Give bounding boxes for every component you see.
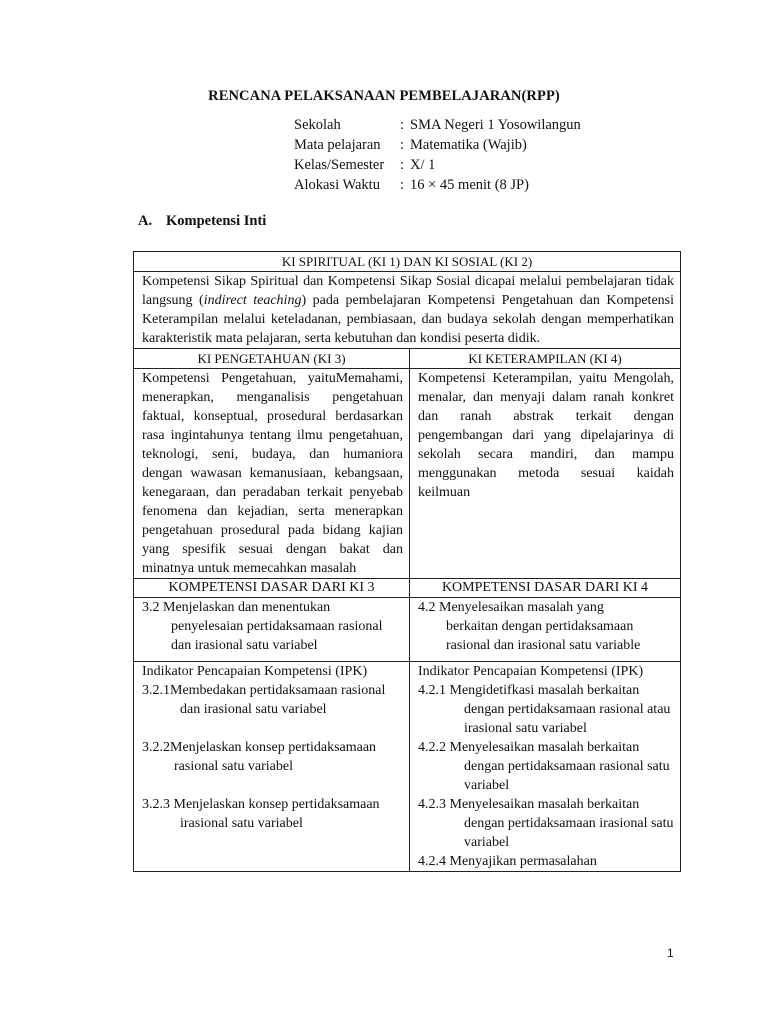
kd3-header: KOMPETENSI DASAR DARI KI 3	[134, 579, 410, 598]
kd4-line: berkaitan dengan pertidaksamaan	[446, 619, 634, 634]
kompetensi-inti-table	[133, 251, 681, 872]
meta-row-time: Alokasi Waktu : 16 × 45 menit (8 JP)	[294, 177, 529, 193]
ki3-header: KI PENGETAHUAN (KI 3)	[134, 349, 410, 369]
section-heading	[138, 213, 266, 230]
meta-row-subject: Mata pelajaran : Matematika (Wajib)	[294, 137, 527, 153]
kd4-line: rasional dan irasional satu variable	[446, 638, 641, 653]
ki3-text: Kompetensi Pengetahuan, yaituMemahami, menerapkan, menganalisis pengetahuan faktual, konseptual, prosedural berdasarkan rasa ingintahunya tentang ilmu pengetahuan, teknologi, seni, budaya, dan humaniora dengan wawasan kemanusiaan, kebangsaan, kenegaraan, dan peradaban terkait penyebab fenomena dan kejadian, serta menerapkan pengetahuan prosedural pada bidang kajian yang spesifik sesuai dengan bakat dan minatnya untuk memecahkan masalah	[134, 369, 410, 579]
meta-label: Mata pelajaran	[294, 137, 381, 153]
kd4-content	[410, 598, 681, 662]
ki12-header: KI SPIRITUAL (KI 1) DAN KI SOSIAL (KI 2)	[134, 252, 681, 272]
ipk4-content	[410, 662, 681, 872]
meta-value: Matematika (Wajib)	[410, 137, 527, 153]
kd4-line: 4.2 Menyelesaikan masalah yang	[418, 600, 604, 615]
kd3-line: 3.2 Menjelaskan dan menentukan	[142, 600, 331, 615]
meta-value: 16 × 45 menit (8 JP)	[410, 177, 529, 193]
meta-label: Sekolah	[294, 117, 341, 133]
ipk4-item: 4.2.3 Menyelesaikan masalah berkaitan dengan pertidaksamaan irasional satu variabel	[418, 797, 674, 850]
ki12-text: Kompetensi Sikap Spiritual dan Kompetensi Sikap Sosial dicapai melalui pembelajaran tidak langsung (indirect teaching) pada pembelajaran Kompetensi Pengetahuan dan Kompetensi Keterampilan melalui keteladanan, pembiasaan, dan budaya sekolah dengan memperhatikan karakteristik mata pelajaran, serta kebutuhan dan kondisi peserta didik.	[134, 272, 681, 349]
meta-row-school: Sekolah : SMA Negeri 1 Yosowilangun	[294, 117, 581, 133]
section-title: Kompetensi Inti	[166, 213, 267, 229]
meta-label: Alokasi Waktu	[294, 177, 380, 193]
ipk3-content	[134, 662, 410, 872]
ipk3-header: Indikator Pencapaian Kompetensi (IPK)	[142, 664, 368, 679]
meta-label: Kelas/Semester	[294, 157, 385, 173]
section-number: A.	[138, 213, 153, 229]
page-number: 1	[667, 946, 674, 960]
ipk3-item: 3.2.3 Menjelaskan konsep pertidaksamaan irasional satu variabel	[142, 797, 380, 831]
kd4-header: KOMPETENSI DASAR DARI KI 4	[410, 579, 681, 598]
kd3-line: penyelesaian pertidaksamaan rasional	[171, 619, 383, 634]
identity-block	[294, 115, 581, 195]
ki4-header: KI KETERAMPILAN (KI 4)	[410, 349, 681, 369]
ki4-text: Kompetensi Keterampilan, yaitu Mengolah, menalar, dan menyaji dalam ranah konkret dan ranah abstrak terkait dengan pengembangan dari yang dipelajarinya di sekolah secara mandiri, dan mampu menggunakan metoda sesuai kaidah keilmuan	[410, 369, 681, 579]
ipk3-item: 3.2.1Membedakan pertidaksamaan rasional dan irasional satu variabel	[142, 683, 386, 717]
ipk4-item: 4.2.4 Menyajikan permasalahan	[418, 854, 597, 869]
meta-value: X/ 1	[410, 157, 436, 173]
ipk4-header: Indikator Pencapaian Kompetensi (IPK)	[418, 664, 644, 679]
document-title: RENCANA PELAKSANAAN PEMBELAJARAN(RPP)	[208, 88, 560, 104]
meta-value: SMA Negeri 1 Yosowilangun	[410, 117, 581, 133]
ipk3-item: 3.2.2Menjelaskan konsep pertidaksamaan rasional satu variabel	[142, 740, 377, 774]
ipk4-item: 4.2.2 Menyelesaikan masalah berkaitan dengan pertidaksamaan rasional satu variabel	[418, 740, 670, 793]
meta-row-class: Kelas/Semester : X/ 1	[294, 157, 436, 173]
kd3-content	[134, 598, 410, 662]
ipk4-item: 4.2.1 Mengidetifkasi masalah berkaitan dengan pertidaksamaan rasional atau irasional satu variabel	[418, 683, 671, 736]
kd3-line: dan irasional satu variabel	[171, 638, 318, 653]
